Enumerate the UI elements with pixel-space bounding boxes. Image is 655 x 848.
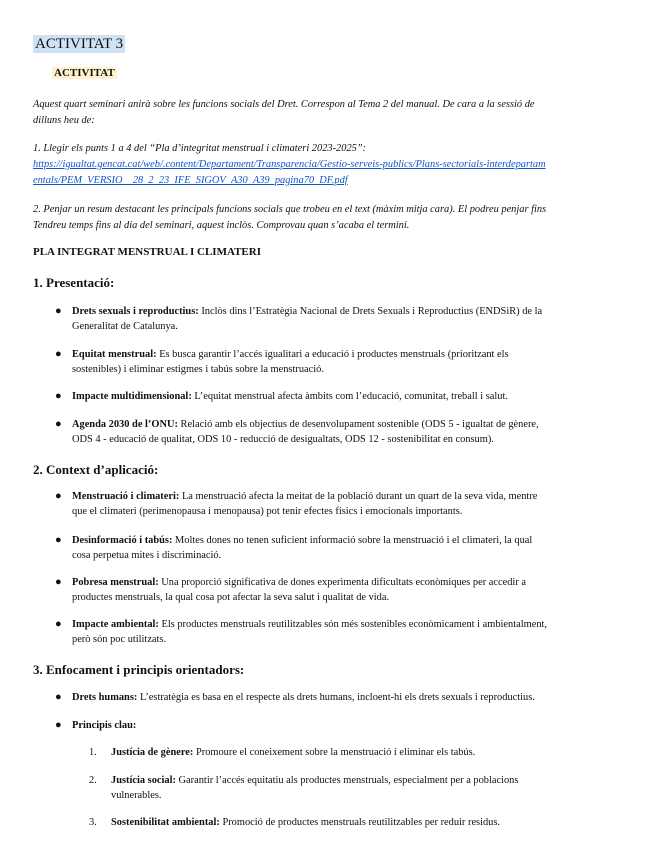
- section-2-heading: 2. Context d’aplicació:: [33, 462, 159, 477]
- bullet-icon: ●: [55, 490, 62, 502]
- list-item: ● Desinformació i tabús: Moltes dones no tenen suficient informació sobre la menstruació i el climateri, la qual cosa perpetua mites i discriminació.: [55, 534, 533, 561]
- numbered-item: 1. Justícia de gènere: Promoure el coneixement sobre la menstruació i eliminar els tabús.: [89, 747, 476, 758]
- section-3-heading: 3. Enfocament i principis orientadors:: [33, 662, 245, 677]
- page-title: ACTIVITAT 3: [35, 36, 124, 52]
- step-1-paragraph: [33, 141, 633, 189]
- list-item: ● Agenda 2030 de l’ONU: Relació amb els objectius de desenvolupament sostenible (ODS 5 - igualtat de gènere, ODS 4 - educació de qualitat, ODS 10 - reducció de desigualtats, ODS 12 - sostenibilitat en consum).: [55, 418, 539, 445]
- plan-pdf-link-continued[interactable]: entals/PEM_VERSIO__28_2_23_IFE_SIGOV_A30_A39_pagina70_DF.pdf: [33, 175, 348, 186]
- bullet-icon: ●: [55, 348, 62, 360]
- intro-line-2: dilluns heu de:: [33, 115, 95, 126]
- bullet-icon: ●: [55, 418, 62, 430]
- step-2-paragraph: [33, 202, 633, 234]
- step-2-line-1: 2. Penjar un resum destacant les principals funcions socials que trobeu en el text (màxim mitja cara). El podreu penjar fins: [33, 204, 547, 215]
- bullet-icon: ●: [55, 691, 62, 703]
- bullet-icon: ●: [55, 618, 62, 630]
- bullet-icon: ●: [55, 534, 62, 546]
- intro-paragraph: [33, 97, 623, 129]
- list-item: ● Impacte multidimensional: L’equitat menstrual afecta àmbits com l’educació, comunitat, treball i salut.: [55, 390, 508, 402]
- step-2-line-2: Tendreu temps fins al dia del seminari, aquest inclòs. Comprovau quan s’acaba el termini.: [33, 220, 410, 231]
- list-item: ● Drets humans: L’estratègia es basa en el respecte als drets humans, incloent-hi els drets sexuals i reproductius.: [55, 691, 535, 703]
- numbered-item: 2. Justícia social: Garantir l’accés equitatiu als productes menstruals, especialment per a poblacions vulnerables.: [89, 775, 519, 801]
- plan-pdf-link[interactable]: https://igualtat.gencat.cat/web/.content/Departament/Transparencia/Gestio-serveis-publics/Plans-sectorials-interdepartam: [33, 159, 546, 170]
- section-1-heading: 1. Presentació:: [33, 275, 115, 290]
- list-item: ● Pobresa menstrual: Una proporció significativa de dones experimenta dificultats econòmiques per accedir a productes menstruals, la qual cosa pot afectar la seva salut i qualitat de vida.: [55, 576, 526, 603]
- numbered-item: 3. Sostenibilitat ambiental: Promoció de productes menstruals reutilitzables per reduir residus.: [89, 817, 501, 828]
- list-item: ● Principis clau:: [55, 719, 137, 731]
- step-1-text: 1. Llegir els punts 1 a 4 del “Pla d’integritat menstrual i climateri 2023-2025”:: [33, 143, 367, 154]
- bullet-icon: ●: [55, 305, 62, 317]
- intro-line-1: Aquest quart seminari anirà sobre les funcions socials del Dret. Correspon al Tema 2 del manual. De cara a la sessió de: [33, 99, 535, 110]
- list-item: ● Menstruació i climateri: La menstruació afecta la meitat de la població durant un quart de la seva vida, mentre que el climateri (perimenopausa i menopausa) pot tenir efectes físics i emocionals importants.: [55, 490, 538, 517]
- bullet-icon: ●: [55, 390, 62, 402]
- bullet-icon: ●: [55, 576, 62, 588]
- bullet-icon: ●: [55, 719, 62, 731]
- list-item: ● Equitat menstrual: Es busca garantir l’accés igualitari a educació i productes menstruals (prioritzant els sostenibles) i eliminar estigmes i tabús sobre la menstruació.: [55, 348, 509, 375]
- plan-title: PLA INTEGRAT MENSTRUAL I CLIMATERI: [33, 246, 261, 258]
- list-item: ● Drets sexuals i reproductius: Inclòs dins l’Estratègia Nacional de Drets Sexuals i Reproductius (ENDSiR) de la Generalitat de Catalunya.: [55, 305, 543, 332]
- list-item: ● Impacte ambiental: Els productes menstruals reutilitzables són més sostenibles econòmicament i ambientalment, però són poc utilitzats.: [55, 618, 547, 645]
- activity-subtitle: ACTIVITAT: [54, 67, 115, 79]
